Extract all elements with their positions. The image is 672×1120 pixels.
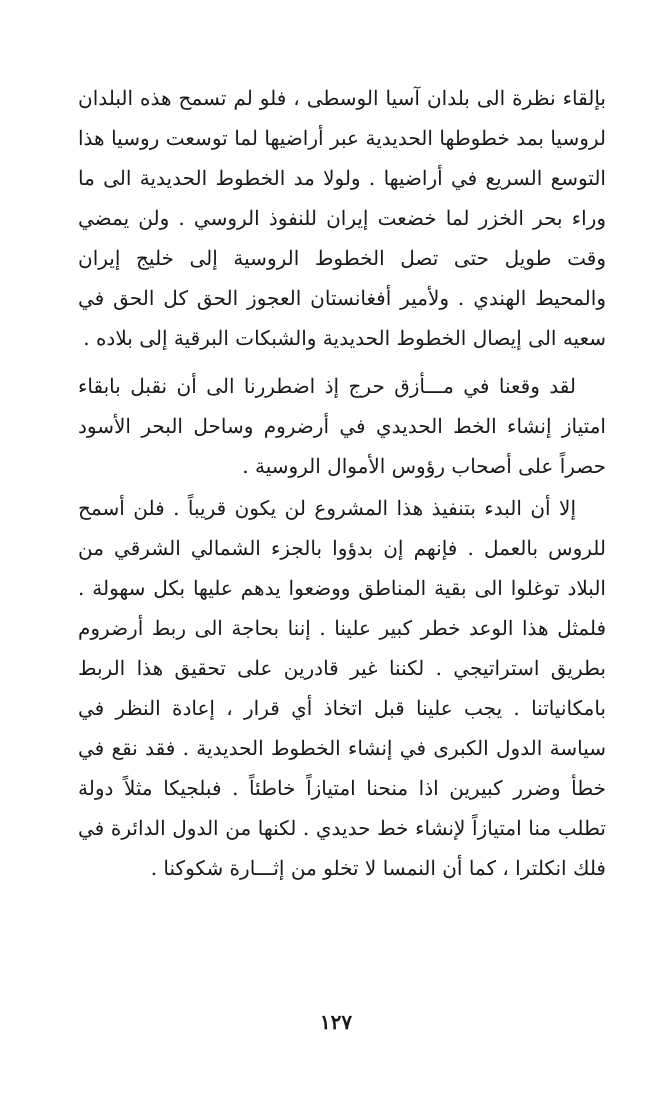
page-number: ١٢٧ — [319, 1010, 353, 1034]
page-body — [78, 78, 606, 888]
paragraph-3: إلا أن البدء بتنفيذ هذا المشروع لن يكون قريباً . فلن أسمح للروس بالعمل . فإنهم إن بدؤوا بالجزء الشمالي الشرقي من البلاد توغلوا الى بقية المناطق ووضعوا يدهم عليها بكل سهولة . فلمثل هذا الوعد خطر كبير علينا . إننا بحاجة الى ربط أرضروم بطريق استراتيجي . لكننا غير قادرين على تحقيق هذا الربط بامكانياتنا . يجب علينا قبل اتخاذ أي قرار ، إعادة النظر في سياسة الدول الكبرى في إنشاء الخطوط الحديدية . فقد نقع في خطأ وضرر كبيرين اذا منحنا امتيازاً خاطئاً . فبلجيكا مثلاً دولة تطلب منا امتيازاً لإنشاء خط حديدي . لكنها من الدول الدائرة في فلك انكلترا ، كما أن النمسا لا تخلو من إثـــارة شكوكنا . — [78, 496, 606, 880]
paragraph-1: بإلقاء نظرة الى بلدان آسيا الوسطى ، فلو لم تسمح هذه البلدان لروسيا بمد خطوطها الحديدية عبر أراضيها لما توسعت روسيا هذا التوسع السريع في أراضيها . ولولا مد الخطوط الحديدية الى ما وراء بحر الخزر لما خضعت إيران للنفوذ الروسي . ولن يمضي وقت طويل حتى تصل الخطوط الروسية إلى خليج إيران والمحيط الهندي . ولأمير أفغانستان العجوز الحق كل الحق في سعيه الى إيصال الخطوط الحديدية والشبكات البرقية إلى بلاده . — [78, 86, 606, 350]
paragraph-2: لقد وقعنا في مـــأزق حرج إذ اضطررنا الى أن نقبل بابقاء امتياز إنشاء الخط الحديدي في أرضروم وساحل البحر الأسود حصراً على أصحاب رؤوس الأموال الروسية . — [78, 374, 606, 478]
